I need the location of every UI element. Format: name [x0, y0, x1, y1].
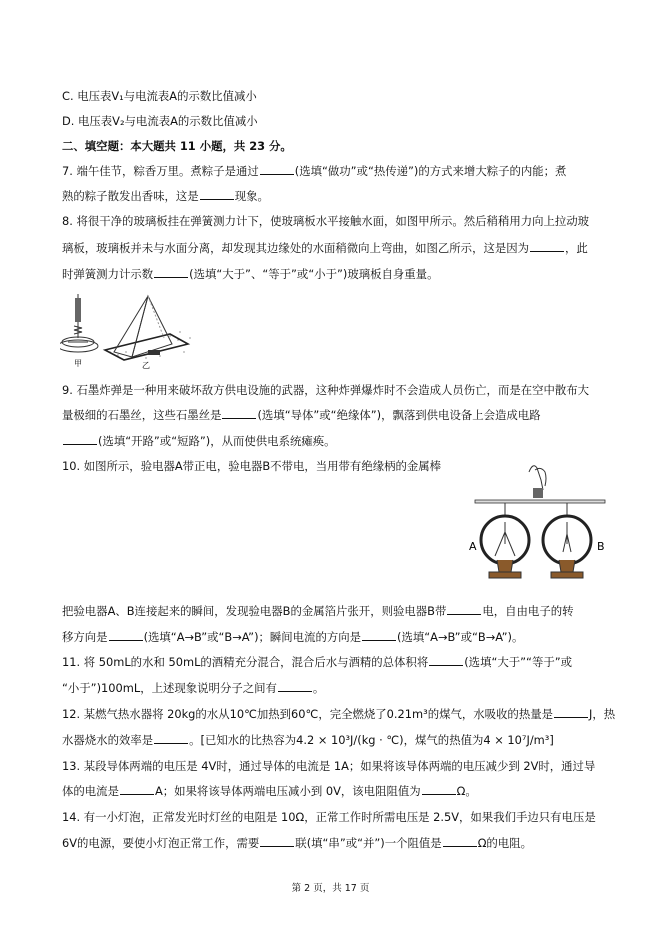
q14-blank1[interactable] [260, 835, 294, 847]
q10-blank1[interactable] [447, 603, 481, 615]
q8-line2: 璃板，玻璃板并未与水面分离，却发现其边缘处的水面稍微向上弯曲，如图乙所示，这是因为 ，此 [62, 241, 588, 255]
q10-line2: 把验电器A、B连接起来的瞬间，发现验电器B的金属箔片张开，则验电器B带 电，自由电子的转 [62, 604, 574, 618]
q13-line1: 13. 某段导体两端的电压是 4V时，通过导体的电流是 1A；如果将该导体两端的电压减少到 2V时，通过导 [62, 759, 596, 773]
q14-blank2[interactable] [443, 835, 477, 847]
q12-line2: 水器烧水的效率是 。[已知水的比热容为4.2 × 10³J/(kg · ℃)，煤气的热值为4 × 10⁷J/m³] [62, 733, 554, 747]
q12-line1: 12. 某燃气热水器将 20kg的水从10℃加热到60℃，完全燃烧了0.21m³的煤气，水吸收的热量是 J，热 [62, 707, 616, 721]
section-title: 二、填空题：本大题共 11 小题，共 23 分。 [62, 139, 292, 153]
fig-label-yi: 乙 [142, 361, 150, 370]
q9-line2: 量极细的石墨丝，这些石墨丝是 (选填“导体”或“绝缘体”)，飘落到供电设备上会造成电路 [62, 408, 541, 422]
q7-line2: 熟的粽子散发出香味，这是 现象。 [62, 189, 269, 203]
q11-blank1[interactable] [429, 654, 463, 666]
q11-blank2[interactable] [278, 680, 312, 692]
fig-label-a: A [469, 540, 477, 553]
q7-line1: 7. 端午佳节，粽香万里。煮粽子是通过 (选填“做功”或“热传递”)的方式来增大粽子的内能；煮 [62, 164, 567, 178]
q9-blank1[interactable] [222, 407, 256, 419]
q13-blank1[interactable] [120, 783, 154, 795]
q9-line1: 9. 石墨炸弹是一种用来破坏敌方供电设施的武器，这种炸弹爆炸时不会造成人员伤亡，而是在空中散布大 [62, 383, 590, 397]
q7-blank1[interactable] [260, 163, 294, 175]
option-c: C. 电压表V₁与电流表A的示数比值减小 [62, 89, 257, 103]
q8-line1: 8. 将很干净的玻璃板挂在弹簧测力计下，使玻璃板水平接触水面，如图甲所示。然后稍稍用力向上拉动玻 [62, 214, 590, 228]
q7-blank2[interactable] [200, 188, 234, 200]
q11-line2: “小于”)100mL，上述现象说明分子之间有 。 [62, 681, 325, 695]
q8-blank2[interactable] [154, 266, 188, 278]
q8-blank1[interactable] [530, 240, 564, 252]
q9-blank2[interactable] [63, 433, 97, 445]
fig-label-jia: 甲 [74, 359, 82, 368]
q8-figure [60, 292, 200, 370]
fig-label-b: B [597, 540, 605, 553]
q14-line2: 6V的电源，要使小灯泡正常工作，需要 联(填“串”或“并”)一个阻值是 Ω的电阻。 [62, 836, 532, 850]
q9-line3: (选填“开路”或“短路”)，从而使供电系统瘫痪。 [62, 433, 336, 449]
q10-line3: 移方向是 (选填“A→B”或“B→A”)；瞬间电流的方向是 (选填“A→B”或“B→A”)。 [62, 630, 524, 644]
q10-blank2[interactable] [109, 629, 143, 641]
q12-blank2[interactable] [154, 732, 188, 744]
page-footer: 第 2 页，共 17 页 [291, 883, 370, 894]
q8-line3: 时弹簧测力计示数 (选填“大于”、“等于”或“小于”)玻璃板自身重量。 [62, 267, 439, 281]
q11-line1: 11. 将 50mL的水和 50mL的酒精充分混合，混合后水与酒精的总体积将 (选填“大于”“等于”或 [62, 655, 573, 669]
option-d: D. 电压表V₂与电流表A的示数比值减小 [62, 114, 258, 128]
q10-line1: 10. 如图所示，验电器A带正电，验电器B不带电，当用带有绝缘柄的金属棒 [62, 459, 442, 473]
q13-line2: 体的电流是 A；如果将该导体两端电压减小到 0V，该电阻阻值为 Ω。 [62, 784, 477, 798]
q12-blank1[interactable] [554, 706, 588, 718]
q13-blank2[interactable] [422, 783, 456, 795]
q14-line1: 14. 有一小灯泡，正常发光时灯丝的电阻是 10Ω，正常工作时所需电压是 2.5V，如果我们手边只有电压是 [62, 810, 596, 824]
q10-electroscope-figure [465, 460, 625, 592]
q10-blank3[interactable] [362, 629, 396, 641]
